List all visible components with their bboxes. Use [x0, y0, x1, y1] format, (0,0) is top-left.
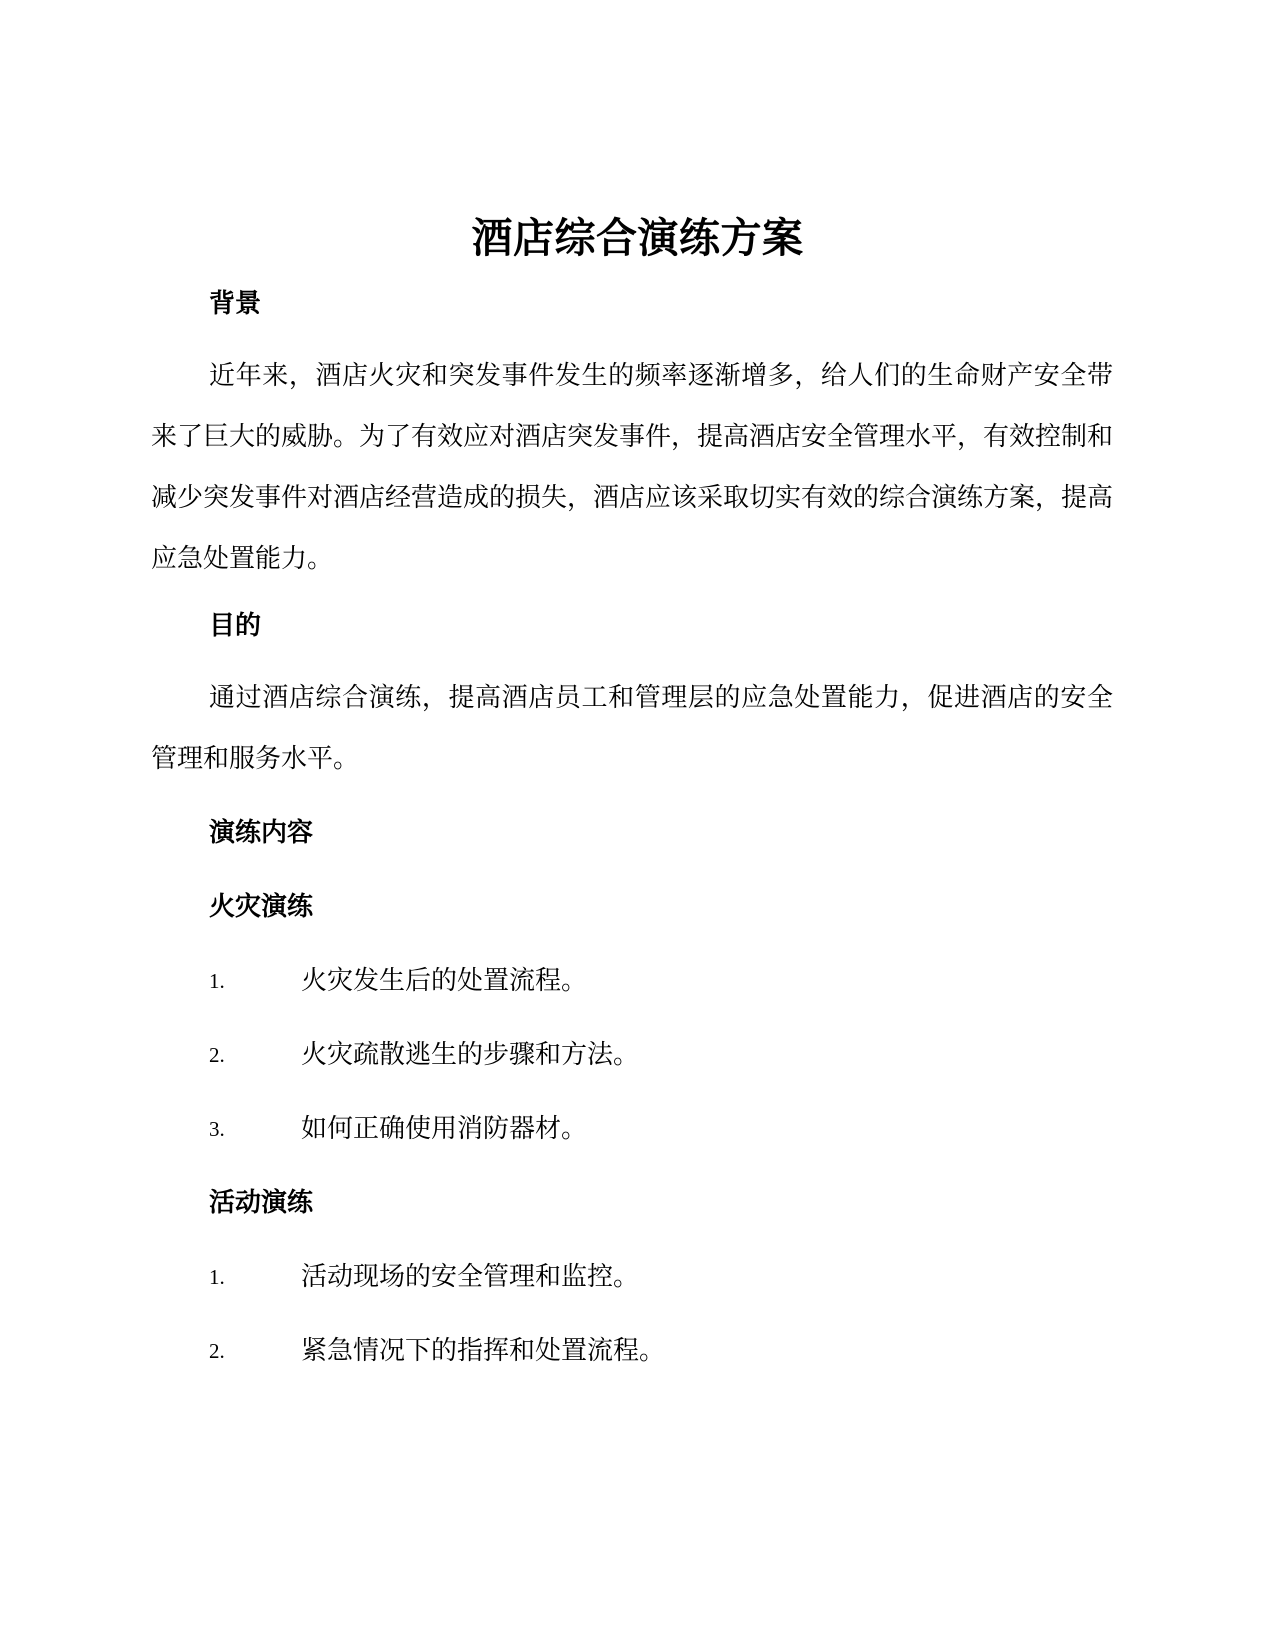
heading-event-drill: 活动演练: [209, 1188, 314, 1218]
list-item-number: 2.: [209, 1043, 225, 1067]
list-item-text: 活动现场的安全管理和监控。: [301, 1262, 640, 1292]
heading-purpose: 目的: [209, 611, 262, 641]
heading-background: 背景: [209, 289, 262, 319]
paragraph-background: 近年来，酒店火灾和突发事件发生的频率逐渐增多，给人们的生命财产安全带来了巨大的威胁。为了有效应对酒店突发事件，提高酒店安全管理水平，有效控制和减少突发事件对酒店经营造成的损失，酒店应该采取切实有效的综合演练方案，提高应急处置能力。: [151, 361, 1114, 574]
list-item-text: 火灾发生后的处置流程。: [301, 966, 588, 996]
list-item-number: 1.: [209, 969, 225, 993]
list-item-number: 3.: [209, 1117, 225, 1141]
paragraph-purpose: 通过酒店综合演练，提高酒店员工和管理层的应急处置能力，促进酒店的安全管理和服务水平。: [151, 683, 1113, 774]
list-item-text: 紧急情况下的指挥和处置流程。: [301, 1336, 666, 1366]
list-item-number: 2.: [209, 1339, 225, 1363]
document-title: 酒店综合演练方案: [471, 214, 804, 262]
list-item-number: 1.: [209, 1265, 225, 1289]
heading-drill-content: 演练内容: [209, 818, 314, 848]
heading-fire-drill: 火灾演练: [209, 892, 314, 922]
list-item-text: 如何正确使用消防器材。: [301, 1114, 588, 1144]
list-item-text: 火灾疏散逃生的步骤和方法。: [301, 1040, 640, 1070]
